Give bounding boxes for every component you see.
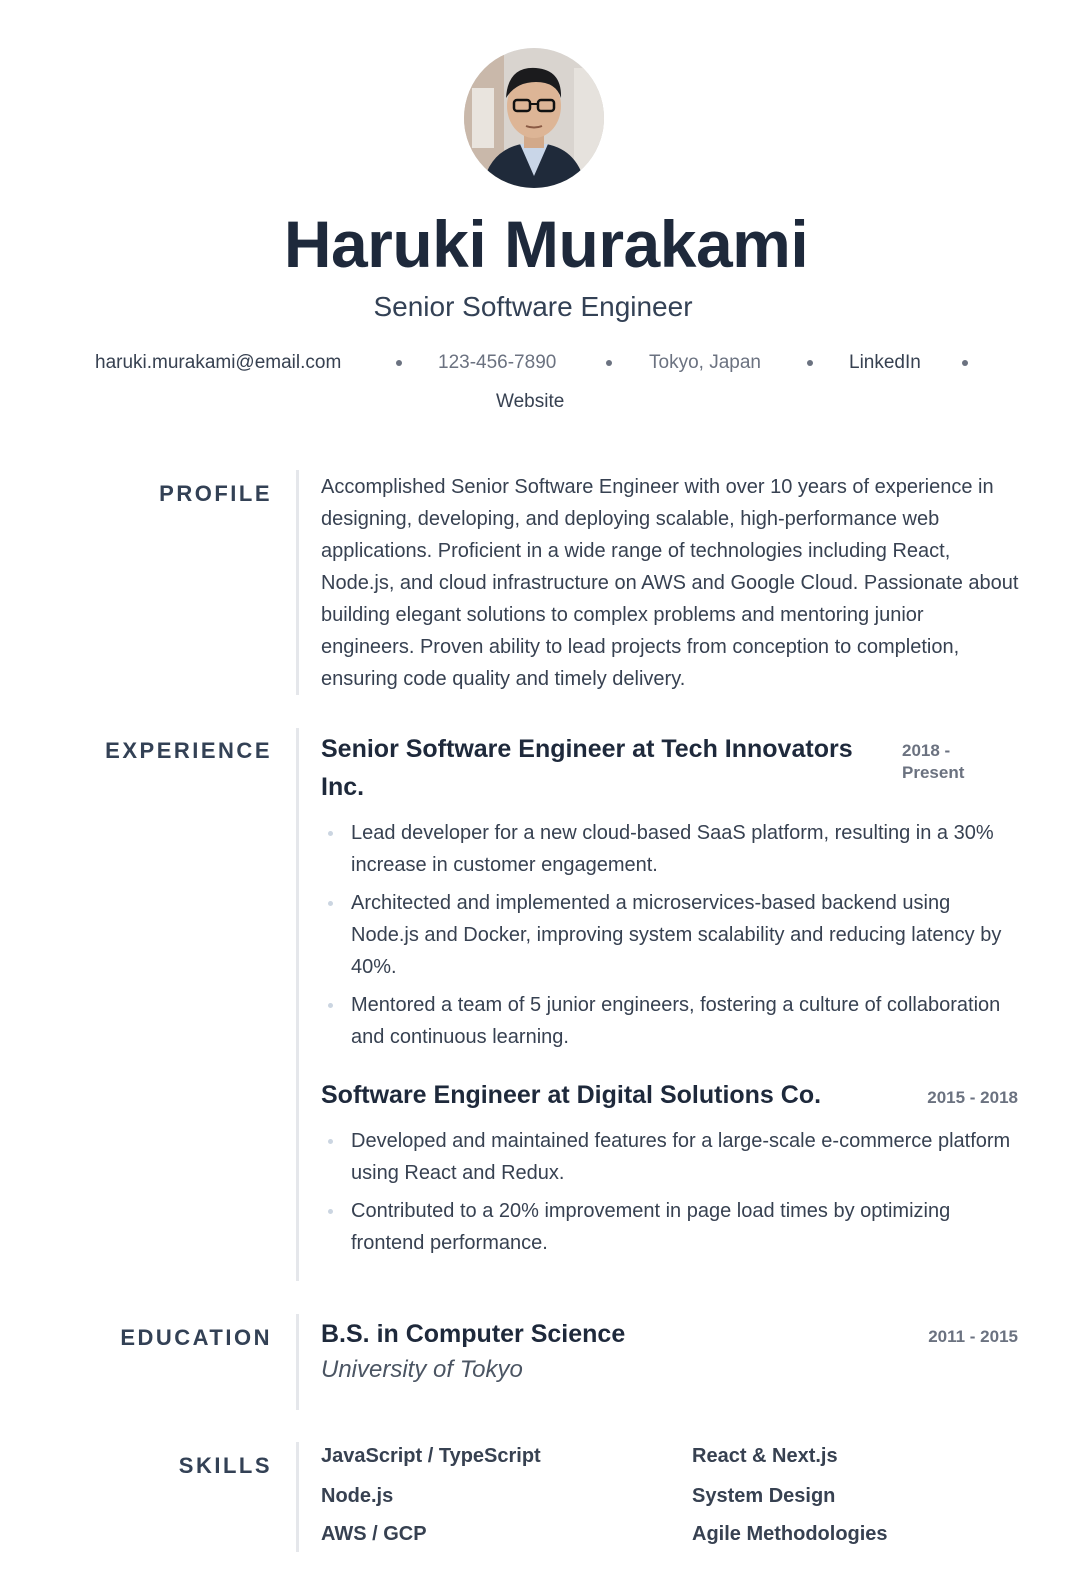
school-name: University of Tokyo: [321, 1356, 523, 1383]
skill-item: Agile Methodologies: [692, 1523, 888, 1545]
profile-photo-icon: [464, 48, 604, 188]
profile-heading: PROFILE: [159, 481, 272, 506]
section-divider: [296, 1442, 299, 1552]
list-item: Lead developer for a new cloud-based SaaS platform, resulting in a 30% increase in customer engagement.: [321, 817, 1021, 881]
section-divider: [296, 470, 299, 695]
degree-title: B.S. in Computer Science: [321, 1320, 626, 1348]
candidate-name: Haruki Murakami: [283, 207, 809, 281]
job-title: Software Engineer at Digital Solutions Co.: [321, 1081, 822, 1109]
skill-item: JavaScript / TypeScript: [321, 1445, 541, 1467]
skill-item: Node.js: [321, 1485, 394, 1507]
location: Tokyo, Japan: [649, 352, 761, 373]
website-link[interactable]: Website: [496, 391, 565, 412]
separator-dot: [807, 360, 813, 366]
linkedin-link[interactable]: LinkedIn: [849, 352, 921, 373]
list-item: Contributed to a 20% improvement in page load times by optimizing frontend performance.: [321, 1195, 1021, 1259]
education-date: 2011 - 2015: [928, 1327, 1018, 1346]
avatar: [464, 48, 604, 188]
education-heading: EDUCATION: [120, 1325, 272, 1350]
job-date: 2015 - 2018: [927, 1088, 1018, 1107]
job-title: Senior Software Engineer at Tech Innovators Inc.: [321, 735, 853, 801]
section-divider: [296, 728, 299, 1281]
list-item: Developed and maintained features for a large-scale e-commerce platform using React and Redux.: [321, 1125, 1021, 1189]
separator-dot: [396, 360, 402, 366]
job-date: 2018 - Present: [902, 741, 965, 782]
skill-item: React & Next.js: [692, 1445, 838, 1467]
separator-dot: [606, 360, 612, 366]
job-bullets: [321, 1125, 1021, 1265]
list-item: Architected and implemented a microservices-based backend using Node.js and Docker, improving system scalability and reducing latency by 40%.: [321, 887, 1021, 983]
profile-summary: Accomplished Senior Software Engineer with over 10 years of experience in designing, developing, and deploying scalable, high-performance web applications. Proficient in a wide range of technologies including React, Node.js, and cloud infrastructure on AWS and Google Cloud. Passionate about building elegant solutions to complex problems and mentoring junior engineers. Proven ability to lead projects from conception to completion, ensuring code quality and timely delivery.: [321, 476, 1019, 690]
skills-heading: SKILLS: [178, 1453, 272, 1478]
skill-item: AWS / GCP: [321, 1523, 427, 1545]
section-divider: [296, 1314, 299, 1410]
experience-heading: EXPERIENCE: [105, 738, 272, 763]
candidate-title: Senior Software Engineer: [373, 291, 693, 322]
skill-item: System Design: [692, 1485, 836, 1507]
separator-dot: [962, 360, 968, 366]
email-link[interactable]: haruki.murakami@email.com: [95, 352, 342, 373]
phone-number: 123-456-7890: [438, 352, 557, 373]
job-bullets: [321, 817, 1021, 1059]
list-item: Mentored a team of 5 junior engineers, fostering a culture of collaboration and continuous learning.: [321, 989, 1021, 1053]
